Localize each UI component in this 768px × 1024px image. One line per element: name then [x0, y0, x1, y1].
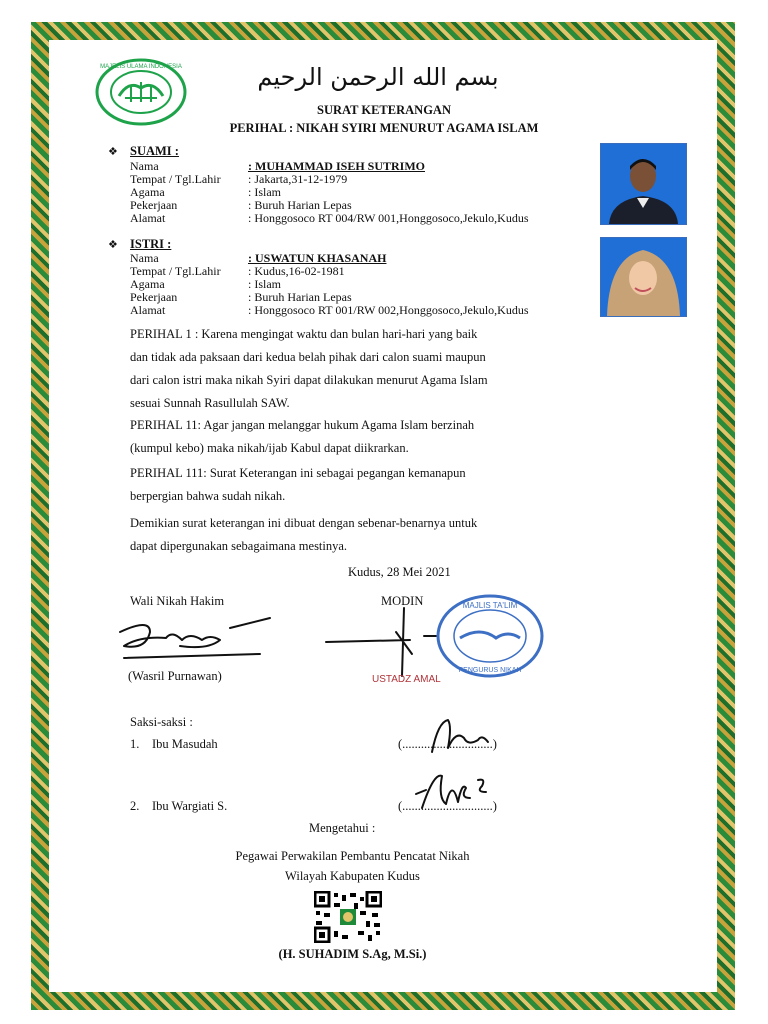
text-line: PERIHAL 1 : Karena mengingat waktu dan bulan hari-hari yang baik [130, 327, 478, 341]
text-line: Demikian surat keterangan ini dibuat dengan sebenar-benarnya untuk [130, 516, 478, 530]
document-title: SURAT KETERANGAN [317, 103, 451, 117]
place-date: Kudus, 28 Mei 2021 [348, 565, 451, 579]
field-value: : Kudus,16-02-1981 [248, 264, 345, 278]
text-line: sesuai Sunnah Rasullulah SAW. [130, 396, 290, 410]
wali-label: Wali Nikah Hakim [130, 594, 225, 608]
field-label: Alamat [130, 303, 166, 317]
istri-labels [130, 252, 221, 317]
basmalah: بسم الله الرحمن الرحيم [257, 63, 499, 91]
field-value: : Jakarta,31-12-1979 [248, 172, 348, 186]
field-value: : Honggosoco RT 004/RW 001,Honggosoco,Jekulo,Kudus [248, 211, 529, 225]
istri-values [248, 252, 529, 317]
text-line: (kumpul kebo) maka nikah/ijab Kabul dapat diikrarkan. [130, 441, 409, 455]
field-label: Nama [130, 159, 159, 173]
modin-name: USTADZ AMAL [372, 674, 441, 684]
text-line: PERIHAL 11: Agar jangan melanggar hukum Agama Islam berzinah [130, 418, 475, 432]
modin-label: MODIN [381, 594, 424, 608]
qr-code-icon [314, 891, 382, 943]
istri-name: : USWATUN KHASANAH [248, 251, 387, 265]
suami-heading: SUAMI : [130, 144, 179, 158]
office-line-1: Pegawai Perwakilan Pembantu Pencatat Nikah [235, 849, 470, 863]
text-line: berpergian bahwa sudah nikah. [130, 489, 286, 503]
saksi-signature-line: (.............................) [398, 737, 497, 751]
text-line: dari calon istri maka nikah Syiri dapat dilakukan menurut Agama Islam [130, 373, 488, 387]
official-name: (H. SUHADIM S.Ag, M.Si.) [278, 947, 427, 961]
suami-labels [130, 160, 221, 225]
suami-photo [600, 143, 687, 225]
saksi-name: Ibu Masudah [152, 737, 218, 751]
perihal-2 [130, 414, 590, 460]
field-label: Pekerjaan [130, 198, 178, 212]
field-label: Agama [130, 185, 165, 199]
diamond-bullet-icon: ❖ [108, 239, 118, 251]
field-value: : Islam [248, 185, 281, 199]
field-label: Pekerjaan [130, 290, 178, 304]
field-label: Nama [130, 251, 159, 265]
mengetahui-label: Mengetahui : [309, 821, 376, 835]
field-label: Tempat / Tgl.Lahir [130, 264, 221, 278]
suami-values [248, 160, 529, 225]
diamond-bullet-icon: ❖ [108, 146, 118, 158]
saksi-2-signature [412, 768, 492, 812]
stamp-top-text: MAJLIS TA'LIM [462, 601, 518, 610]
perihal-1 [130, 323, 590, 415]
field-value: : Buruh Harian Lepas [248, 198, 352, 212]
wali-signature [110, 610, 280, 670]
saksi-name: Ibu Wargiati S. [152, 799, 228, 813]
stamp-bottom-text: PENGURUS NIKAH [458, 667, 522, 674]
text-line: dan tidak ada paksaan dari kedua belah pihak dari calon suami maupun [130, 350, 486, 364]
field-value: : Buruh Harian Lepas [248, 290, 352, 304]
field-value: : Islam [248, 277, 281, 291]
istri-photo [600, 237, 687, 317]
seal-text: MAJELIS ULAMA INDONESIA [100, 64, 182, 70]
istri-heading: ISTRI : [130, 237, 172, 251]
suami-name: : MUHAMMAD ISEH SUTRIMO [248, 159, 425, 173]
closing-paragraph [130, 512, 590, 558]
saksi-number: 1. [130, 737, 140, 751]
modin-signature-stamp [320, 592, 550, 684]
document-subtitle: PERIHAL : NIKAH SYIRI MENURUT AGAMA ISLAM [229, 121, 539, 135]
saksi-signature-line: (.............................) [398, 799, 497, 813]
saksi-number: 2. [130, 799, 140, 813]
text-line: PERIHAL 111: Surat Keterangan ini sebagai pegangan kemanapun [130, 466, 466, 480]
field-label: Alamat [130, 211, 166, 225]
saksi-1-signature [418, 716, 498, 756]
wali-name: (Wasril Purnawan) [128, 669, 222, 683]
office-line-2: Wilayah Kabupaten Kudus [285, 869, 420, 883]
saksi-heading: Saksi-saksi : [130, 715, 193, 729]
field-label: Agama [130, 277, 165, 291]
text-line: dapat dipergunakan sebagaimana mestinya. [130, 539, 348, 553]
field-value: : Honggosoco RT 001/RW 002,Honggosoco,Jekulo,Kudus [248, 303, 529, 317]
perihal-3 [130, 462, 590, 508]
field-label: Tempat / Tgl.Lahir [130, 172, 221, 186]
